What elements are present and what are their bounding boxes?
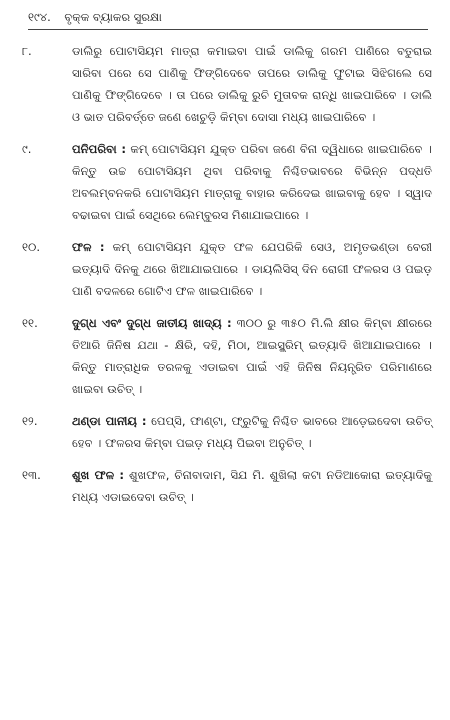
item-number: ୯. [22, 142, 32, 156]
list-item [22, 40, 432, 128]
item-number: ୧୧. [22, 316, 38, 330]
item-number: ୧୨. [22, 414, 38, 428]
item-heading: ଦୁଗ୍ଧ ଏବଂ ଦୁଗ୍ଧ ଜାତୀୟ ଖାଦ୍ୟ : [72, 316, 232, 330]
item-heading: ପନିପରିବା : [72, 142, 127, 156]
item-text: ଶୁଖଫଳ, ଚିନାବାଦାମ, ସିଯ ମି. ଶୁଖିଲା କଟା ନଡିଆକୋରା ଇତ୍ୟାଦିକୁ ମଧ୍ୟ ଏଡାଇଦେବା ଉଚିତ୍ । [72, 468, 433, 504]
item-text: ଡାଲିରୁ ପୋଟାସିୟମ ମାତ୍ରା କମାଇବା ପାଇଁ ଡାଲିକୁ ଗରମ ପାଣିରେ ବତୁରାଇ ସାରିବା ପରେ ସେ ପାଣିକୁ ଫିଙ୍ଗିଦେବେ ତାପରେ ଡାଲିକୁ ଫୁଟାଇ ସିଝିଗଲେ ସେ ପାଣିକୁ ଫିଙ୍ଗିଦେବେ । ତା ପରେ ଡାଲିକୁ ରୁଚି ମୁତାବକ ରାନ୍ଧି ଖାଇପାରିବେ । ଡାଲି ଓ ଭାତ ପରିବର୍ତ୍ତେ ଜଣେ ଖେଚୁଡ଼ି କିମ୍ବା ଦୋସା ମଧ୍ୟ ଖାଇପାରିବେ । [72, 44, 432, 124]
item-text: ୩୦୦ ରୁ ୩୫୦ ମି.ଲି କ୍ଷୀର କିମ୍ବା କ୍ଷୀରରେ ତିଆରି ଜିନିଷ ଯଥା - କ୍ଷିରି, ଦହି, ମିଠା, ଆଇସ୍କ୍ରିମ୍ ଇତ୍ୟାଦି ଖିଆଯାଇପାରେ । କିନ୍ତୁ ମାତ୍ରାଧିକ ତରଳକୁ ଏଡାଇବା ପାଇଁ ଏହି ଜିନିଷ ନିୟନ୍ତ୍ରିତ ପରିମାଣରେ ଖାଇବା ଉଚିତ୍ । [72, 316, 432, 396]
item-text: କମ୍ ପୋଟାସିୟମ ଯୁକ୍ତ ପରିବା ଜଣେ ବିନା ଦ୍ୱିଧାରେ ଖାଇପାରିବେ । କିନ୍ତୁ ଉଚ୍ଚ ପୋଟାସିୟମ ଥିବା ପରିବାକୁ ନିଶ୍ଚିତଭାବରେ ବିଭିନ୍ନ ପଦ୍ଧତି ଅବଲମ୍ବନକରି ପୋଟାସିୟମ ମାତ୍ରାକୁ ବାହାର କରିଦେଇ ଖାଇବାକୁ ହେବ । ସ୍ୱାଦ ବଢାଇବା ପାଇଁ ସେଥିରେ ଲେମ୍ବୁରସ ମିଶାଯାଇପାରେ । [72, 142, 433, 222]
item-heading: ଶୁଖ ଫଳ : [72, 468, 125, 482]
item-text: ପେପ୍ସି, ଫାଣ୍ଟା, ଫ୍ରୁଟିକୁ ନିଶ୍ଚିତ ଭାବରେ ଆଡ଼େଇଦେବା ଉଚିତ୍ ହେବ । ଫଳରସ କିମ୍ବା ପଇଡ଼ ମଧ୍ୟ ପିଇବା ଅନୁଚିତ୍ । [72, 414, 433, 450]
header-divider [28, 29, 428, 30]
numbered-list [22, 40, 432, 518]
list-item [22, 464, 432, 508]
item-heading: ଥଣ୍ଡା ପାନୀୟ : [72, 414, 147, 428]
list-item [22, 138, 432, 226]
list-item [22, 236, 432, 302]
item-text: କମ୍ ପୋଟାସିୟମ ଯୁକ୍ତ ଫଳ ଯେପରିକି ସେଓ, ଅମୃତଭଣ୍ଡା ବେରୀ ଇତ୍ୟାଦି ଦିନକୁ ଥରେ ଖିଆଯାଇପାରେ । ଡାୟଲିସିସ୍ ଦିନ ରୋଗୀ ଫଳରସ ଓ ପଇଡ଼ ପାଣି ବଦଳରେ ଗୋଟିଏ ଫଳ ଖାଇପାରିବେ । [72, 240, 432, 298]
page-header [28, 8, 428, 26]
item-number: ୮. [22, 44, 32, 58]
running-title: ବୃକ୍କ ବ୍ୟାକର ସୁରକ୍ଷା [64, 10, 162, 24]
item-number: ୧୩. [22, 468, 41, 482]
item-number: ୧୦. [22, 240, 41, 254]
item-heading: ଫଳ : [72, 240, 105, 254]
list-item [22, 410, 432, 454]
page-number: ୧୯୪. [28, 10, 51, 24]
list-item [22, 312, 432, 400]
